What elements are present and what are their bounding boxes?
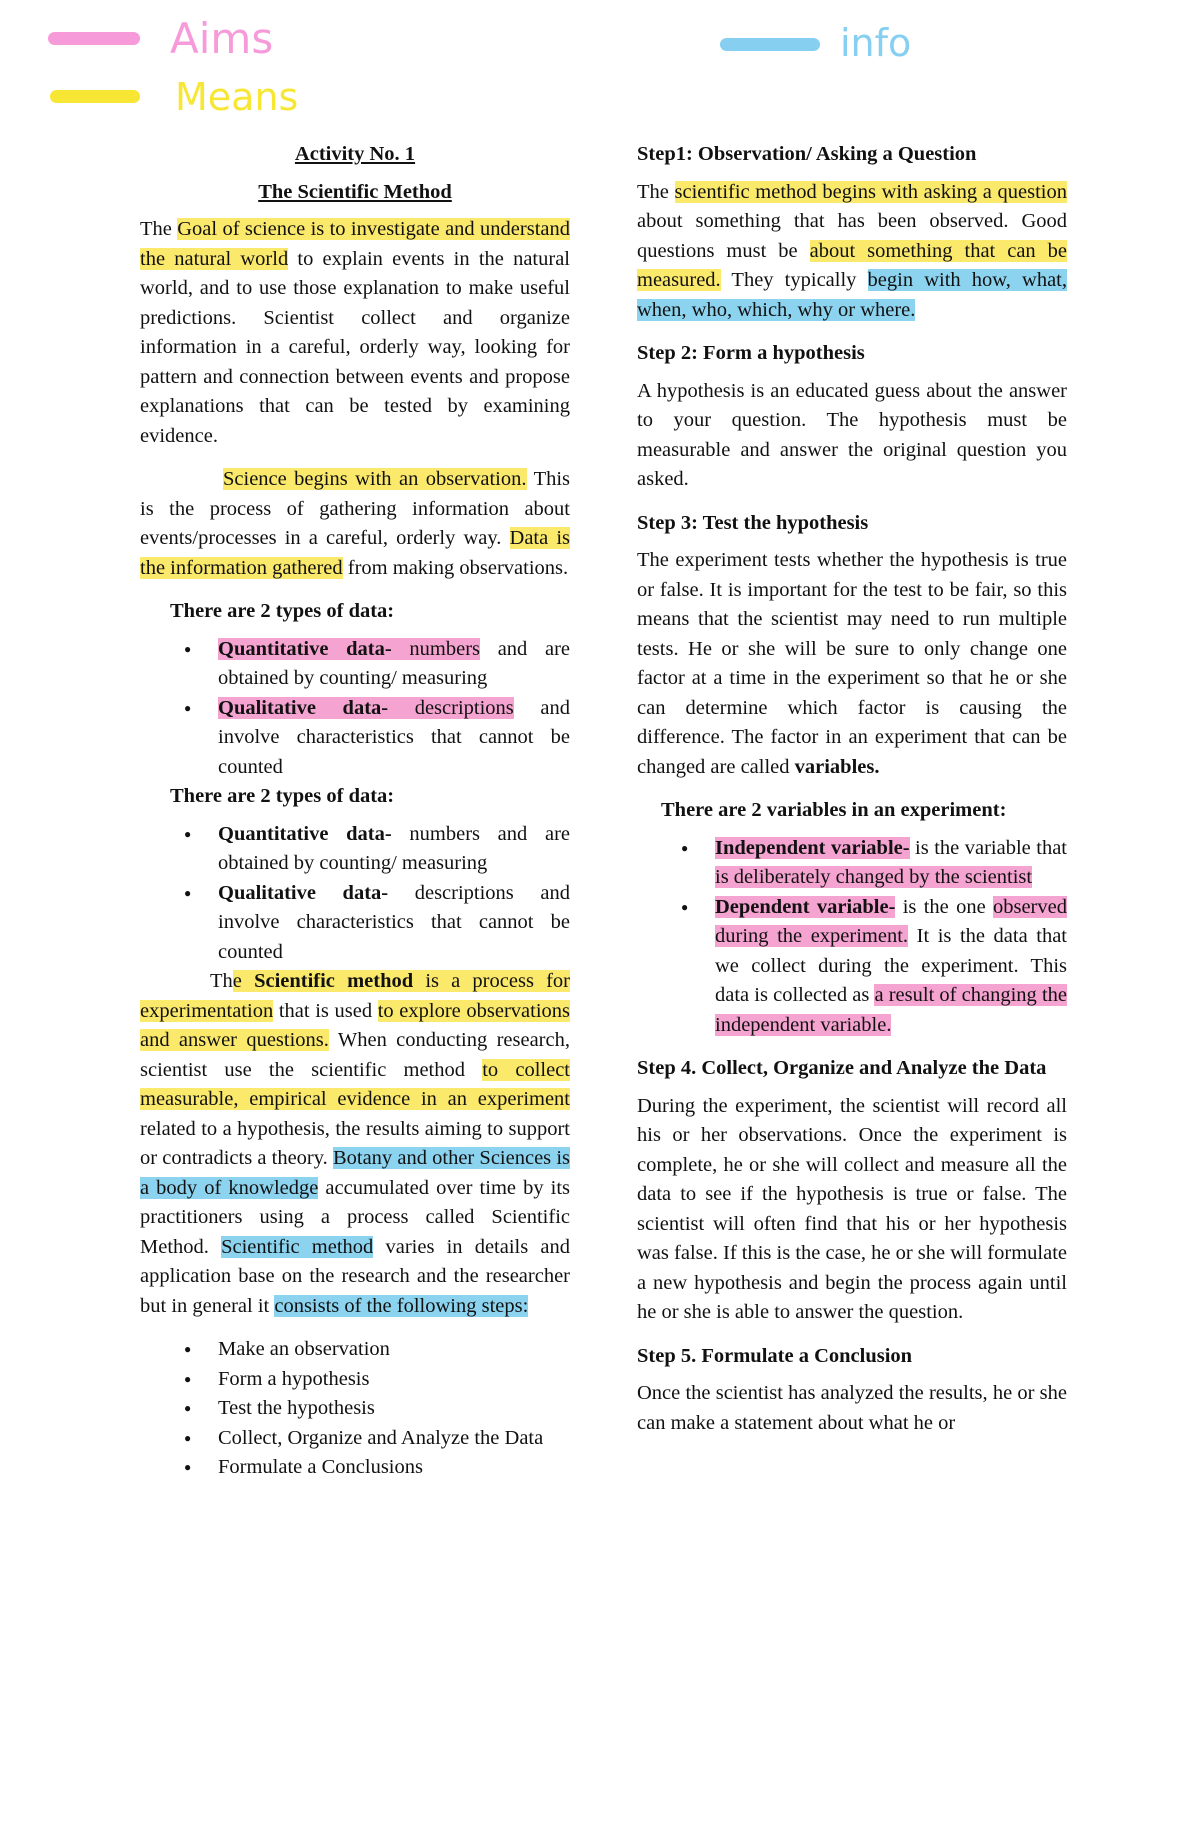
list-item bbox=[218, 694, 570, 783]
list-item bbox=[218, 820, 570, 879]
step3-variables: variables. bbox=[794, 755, 880, 778]
sm-text-5: accumulated over time by its practitioners using a process called Scientific Method. bbox=[140, 1176, 571, 1258]
step1-heading: Step1: Observation/ Asking a Question bbox=[637, 143, 977, 165]
step1-text-1: The bbox=[637, 180, 675, 203]
quantitative-text: and are obtained by counting/ measuring bbox=[218, 637, 571, 689]
sm-text-3: When conducting research, scientist use the scientific method bbox=[140, 1029, 570, 1081]
list-item: ● Form a hypothesis bbox=[218, 1365, 570, 1395]
observation-highlight: Science begins with an observation. bbox=[223, 468, 527, 490]
sm-highlight-1b: Scientific method bbox=[254, 970, 414, 992]
legend-means-label: Means bbox=[175, 75, 299, 119]
sm-highlight-3: to collect measurable, empirical evidence in an experiment bbox=[140, 1058, 570, 1110]
sm-highlight-1a: e bbox=[232, 970, 255, 992]
step1-paragraph bbox=[637, 178, 1067, 326]
legend-aims-label: Aims bbox=[170, 14, 274, 63]
qualitative-text: and involve characteristics that cannot be counted bbox=[218, 696, 570, 778]
intro-highlight: Goal of science is to investigate and understand the natural world bbox=[140, 218, 570, 270]
variables-list bbox=[637, 834, 1067, 1041]
step3-text: The experiment tests whether the hypothesis is true or false. It is important for the test to be fair, so this means that the scientist may need to run multiple tests. He or she will be sure to only change one factor at a time in the experiment so that he or she can determine which factor is causing the difference. The factor in an experiment that can be changed are called bbox=[637, 549, 1067, 778]
list-item: ● Make an observation bbox=[218, 1335, 570, 1365]
list-item: ● Collect, Organize and Analyze the Data bbox=[218, 1424, 570, 1454]
independent-highlight: is deliberately changed by the scientist bbox=[715, 866, 1033, 888]
legend-means-swatch bbox=[50, 90, 140, 103]
right-column bbox=[637, 140, 1067, 1438]
sm-text-2: that is used bbox=[273, 999, 378, 1022]
independent-label: Independent variable- bbox=[715, 836, 910, 859]
step1-highlight-2: about something that can be measured. bbox=[637, 239, 1067, 291]
step1-text-3: They typically bbox=[720, 269, 868, 291]
list-item bbox=[715, 834, 1067, 893]
step2-heading: Step 2: Form a hypothesis bbox=[637, 342, 865, 364]
sm-text-6: varies in details and application base on the research and the researcher but in general it bbox=[140, 1235, 570, 1317]
step1-info: begin with how, what, when, who, which, why or where. bbox=[637, 269, 1067, 321]
step4-heading: Step 4. Collect, Organize and Analyze the Data bbox=[637, 1057, 1047, 1079]
dependent-highlight-1: observed during the experiment. bbox=[715, 895, 1067, 947]
observation-paragraph bbox=[140, 465, 570, 583]
sm-highlight-1c: is a process for experimentation bbox=[140, 970, 570, 1022]
data-types-list-2 bbox=[140, 820, 570, 968]
step3-heading: Step 3: Test the hypothesis bbox=[637, 511, 869, 534]
variables-heading: There are 2 variables in an experiment: bbox=[661, 799, 1007, 821]
dependent-highlight-2: a result of changing the independent variable. bbox=[715, 984, 1067, 1036]
list-item bbox=[218, 879, 570, 968]
dependent-label: Dependent variable- bbox=[715, 895, 896, 918]
activity-title: Activity No. 1 bbox=[294, 143, 416, 165]
intro-paragraph bbox=[140, 215, 570, 451]
legend-info-label: info bbox=[840, 21, 912, 65]
qualitative-highlight: descriptions bbox=[388, 696, 514, 719]
list-item bbox=[218, 635, 570, 694]
independent-text: is the variable that bbox=[909, 836, 1067, 859]
dependent-text-2: It is the data that we collect during the experiment. This data is collected as bbox=[715, 925, 1068, 1006]
dependent-text-1: is the one bbox=[895, 895, 993, 918]
step1-highlight-1: scientific method begins with asking a question bbox=[674, 180, 1067, 203]
quantitative-text: numbers and are obtained by counting/ measuring bbox=[218, 822, 570, 874]
left-column bbox=[140, 140, 570, 1483]
step5-paragraph: Once the scientist has analyzed the results, he or she can make a statement about what he or bbox=[637, 1382, 1067, 1434]
scientific-method-paragraph bbox=[140, 967, 570, 1321]
qualitative-label: Qualitative data- bbox=[218, 881, 389, 904]
qualitative-label: Qualitative data- bbox=[218, 696, 389, 719]
sm-text-4: related to a hypothesis, the results aiming to support or contradicts a theory. bbox=[140, 1117, 570, 1169]
quantitative-label: Quantitative data- bbox=[218, 637, 392, 660]
data-definition-highlight: Data is the information gathered bbox=[140, 527, 570, 579]
data-types-heading-2: There are 2 types of data: bbox=[170, 785, 395, 807]
sm-info-2: Scientific method bbox=[221, 1235, 374, 1258]
intro-text-2: to explain events in the natural world, and to use those explanation to make useful predictions. Scientist collect and organize information in a careful, orderly way, looking for pattern and connection between events and propose explanations that can be tested by examining evidence. bbox=[140, 247, 570, 447]
legend-aims-swatch bbox=[48, 32, 140, 45]
list-item bbox=[715, 893, 1067, 1041]
quantitative-highlight: numbers bbox=[391, 637, 481, 660]
sm-text-1: Th bbox=[210, 970, 233, 992]
steps-list bbox=[140, 1335, 570, 1483]
observation-text-2: from making observations. bbox=[342, 556, 569, 579]
sm-info-3: consists of the following steps: bbox=[274, 1294, 529, 1317]
list-item: ● Formulate a Conclusions bbox=[218, 1453, 570, 1483]
intro-text-1: The bbox=[140, 218, 178, 240]
list-item: ● Test the hypothesis bbox=[218, 1394, 570, 1424]
step3-paragraph bbox=[637, 546, 1067, 782]
legend-info-swatch bbox=[720, 38, 820, 51]
qualitative-text: descriptions and involve characteristics that cannot be counted bbox=[218, 881, 570, 963]
document-title: The Scientific Method bbox=[258, 180, 452, 203]
quantitative-label: Quantitative data- bbox=[218, 822, 392, 845]
step5-heading: Step 5. Formulate a Conclusion bbox=[637, 1344, 913, 1367]
observation-text-1: This is the process of gathering information about events/processes in a careful, orderly way. bbox=[140, 468, 571, 549]
sm-info-1: Botany and other Sciences is a body of knowledge bbox=[140, 1147, 570, 1199]
step1-text-2: about something that has been observed. Good questions must be bbox=[637, 210, 1067, 262]
step2-paragraph: A hypothesis is an educated guess about the answer to your question. The hypothesis must be measurable and answer the original question you asked. bbox=[637, 379, 1067, 490]
data-types-heading-1: There are 2 types of data: bbox=[170, 600, 395, 622]
step4-paragraph: During the experiment, the scientist will record all his or her observations. Once the experiment is complete, he or she will collect and measure all the data to see if the hypothesis is true or false. The scientist will often find that his or her hypothesis was false. If this is the case, he or she will formulate a new hypothesis and begin the process again until he or she is able to answer the question. bbox=[637, 1094, 1067, 1323]
sm-highlight-2: to explore observations and answer questions. bbox=[140, 999, 570, 1051]
data-types-list-1 bbox=[140, 635, 570, 783]
